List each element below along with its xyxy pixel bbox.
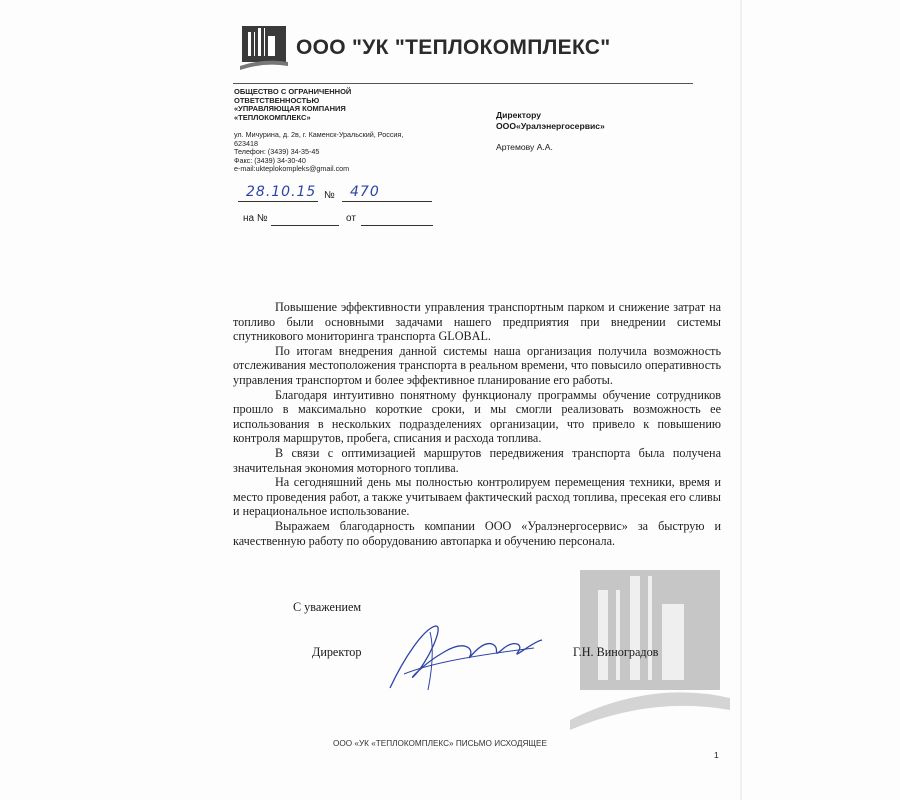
addressee-company: ООО«Уралэнергосервис»: [496, 120, 605, 131]
address-line: 623418: [234, 138, 258, 148]
footer: [0, 739, 900, 748]
company-address: [234, 131, 404, 174]
requisite-line: «ТЕПЛОКОМПЛЕКС»: [234, 112, 311, 122]
requisite-line: ОТВЕТСТВЕННОСТЬЮ: [234, 95, 320, 105]
body-paragraph: По итогам внедрения данной системы наша организация получила возможность отслеживания местоположения транспорта в реальном времени, что повысило оперативность управления транспортом и более эффективное планирование его работы.: [233, 343, 721, 387]
outgoing-number: 470: [350, 184, 380, 200]
outgoing-date: 28.10.15: [246, 184, 317, 200]
closing: С уважением: [293, 600, 362, 614]
signatory-name: Г.Н. Виноградов: [573, 645, 659, 659]
reference-line: [243, 213, 443, 229]
body-paragraph: На сегодняшний день мы полностью контролируем перемещения техники, время и место проведения работ, а также учитываем фактический расход топлива, пресекая его сливы и нерациональное использование.: [233, 475, 721, 519]
handwritten-signature: [384, 618, 554, 698]
body-paragraph: Выражаем благодарность компании ООО «Уралэнергосервис» за быструю и качественную работу по оборудованию автопарка и обучению персонала.: [233, 518, 721, 548]
body-paragraph: Повышение эффективности управления транспортным парком и снижение затрат на топливо были основными задачами нашего предприятия при внедрении системы спутникового мониторинга транспорта GLOBAL.: [233, 300, 721, 344]
header-rule: [233, 83, 693, 84]
company-requisites: [234, 88, 404, 122]
reference-number-label: на №: [243, 213, 268, 224]
number-underline: [342, 201, 432, 202]
outgoing-date-number: [234, 184, 434, 204]
requisite-line: «УПРАВЛЯЮЩАЯ КОМПАНИЯ: [234, 104, 346, 114]
company-logo-icon: [240, 22, 288, 70]
requisite-line: ОБЩЕСТВО С ОГРАНИЧЕННОЙ: [234, 87, 352, 96]
footer-text: ООО «УК «ТЕПЛОКОМПЛЕКС» ПИСЬМО ИСХОДЯЩЕЕ: [333, 739, 547, 748]
body-paragraph: В связи с оптимизацией маршрутов передвижения транспорта была получена значительная экономия моторного топлива.: [233, 445, 721, 475]
number-label: №: [324, 190, 335, 201]
addressee: [496, 110, 605, 131]
addressee-name: Артемову А.А.: [496, 142, 553, 152]
company-title: ООО "УК "ТЕПЛОКОМПЛЕКС": [296, 36, 611, 59]
address-line: e-mail:ukteplokompleks@gmail.com: [234, 164, 350, 174]
letter-body: [233, 300, 721, 548]
date-underline: [238, 201, 318, 202]
reference-date-label: от: [346, 213, 356, 224]
page-edge: [740, 0, 742, 800]
body-paragraph: Благодаря интуитивно понятному функционалу программы обучение сотрудников прошло в максимально короткие сроки, и мы смогли реализовать возможность ее использования в нескольких подразделениях организации, что привело к повышению контроля маршрутов, пробега, списания и расхода топлива.: [233, 387, 721, 446]
address-line: ул. Мичурина, д. 2в, г. Каменск-Уральский, Россия,: [234, 130, 404, 139]
signatory-title: Директор: [312, 645, 362, 659]
reference-date-blank: [361, 225, 433, 226]
page-number: 1: [714, 750, 719, 760]
addressee-position: Директору: [496, 110, 541, 120]
reference-number-blank: [271, 225, 339, 226]
address-line: Телефон: (3439) 34-35-45: [234, 147, 320, 157]
address-line: Факс: (3439) 34-30-40: [234, 155, 306, 165]
